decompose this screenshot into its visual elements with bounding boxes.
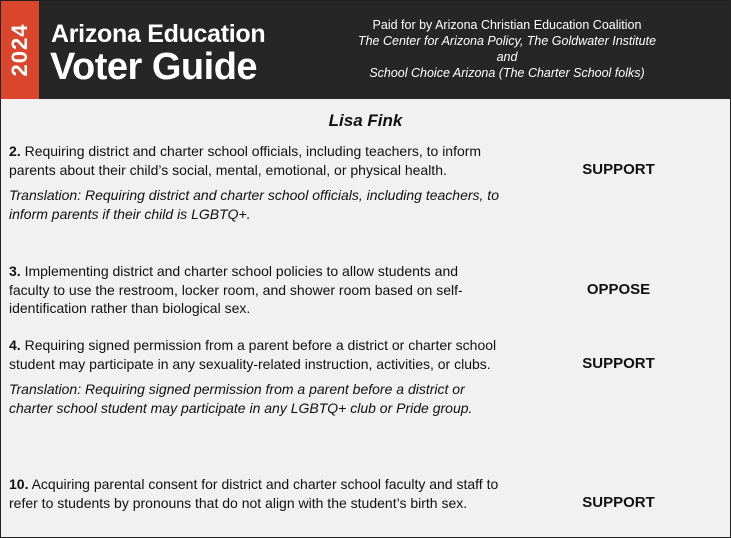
issue-question-text: Requiring signed permission from a parent before a district or charter school student may participate in any sexuality-related instruction, activities, or clubs. [9,337,497,372]
issue-translation: Translation: Requiring signed permission from a parent before a district or charter school student may participate in any LGBTQ+ club or Pride group. [9,381,473,416]
issue-question-text: Requiring district and charter school officials, including teachers, to inform parents about their child’s social, mental, emotional, or physical health. [9,143,482,178]
issue-item [9,336,499,417]
issue-number: 2. [9,143,21,159]
issue-position: SUPPORT [582,494,655,511]
issue-question-text: Acquiring parental consent for district and charter school faculty and staff to refer to students by pronouns that do not align with the student’s birth sex. [9,476,499,511]
issue-item [9,475,499,512]
issue-question [9,142,499,179]
issue-question-text: Implementing district and charter school policies to allow students and faculty to use the restroom, locker room, and shower room based on self-identification rather than biological sex. [9,263,463,316]
sponsor-line: The Center for Arizona Policy, The Goldwater Institute [357,34,657,48]
issue-position: SUPPORT [582,355,655,372]
issue-question [9,475,499,512]
header-banner [1,1,730,99]
year-tab [1,1,39,99]
year-label: 2024 [7,23,32,77]
sponsor-conjunction: and [496,50,518,64]
issue-position: OPPOSE [586,281,651,298]
sponsor-line: School Choice Arizona (The Charter School folks) [369,66,645,80]
candidate-name: Lisa Fink [328,111,403,130]
issue-item [9,262,499,318]
issue-number: 4. [9,337,21,353]
paid-for-disclaimer [301,17,713,81]
guide-title-line1: Arizona Education [51,20,266,48]
issue-number: 3. [9,263,21,279]
guide-title-line2: Voter Guide [50,46,258,88]
issue-item [9,142,499,223]
paid-for-line: Paid for by Arizona Christian Education Coalition [372,18,642,32]
issue-position: SUPPORT [582,161,655,178]
issue-question [9,336,499,373]
issue-question [9,262,499,318]
issue-number: 10. [9,476,29,492]
issue-translation: Translation: Requiring district and charter school officials, including teachers, to inform parents if their child is LGBTQ+. [9,187,499,222]
